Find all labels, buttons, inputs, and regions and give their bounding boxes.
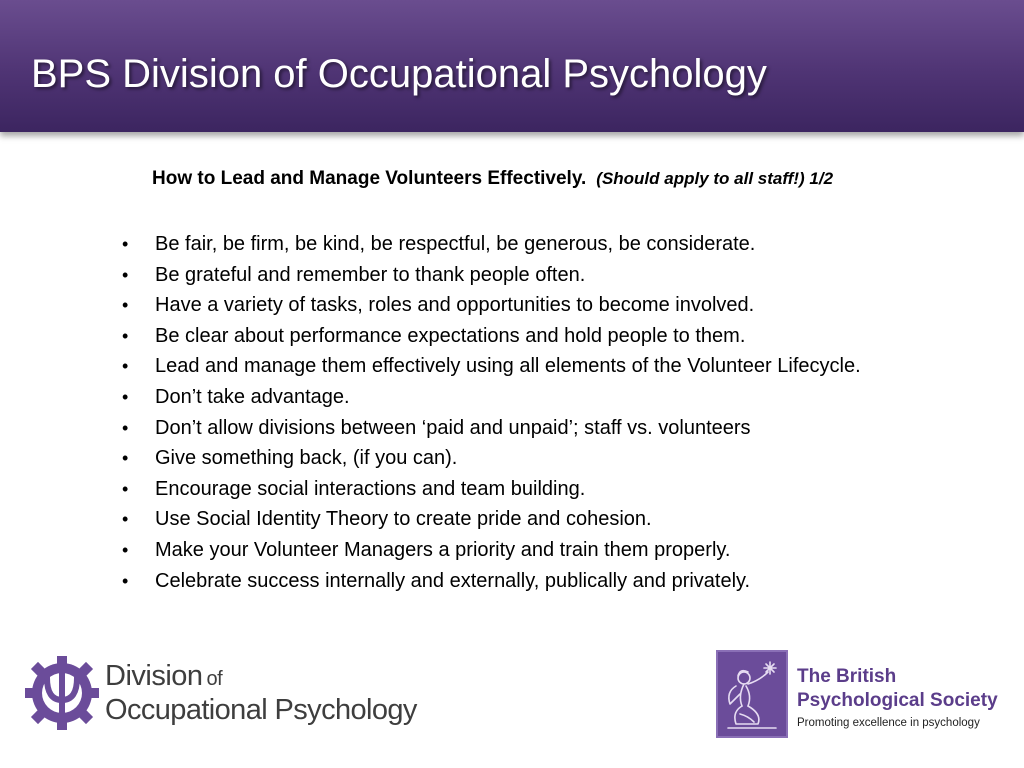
list-item-text: Give something back, (if you can). [155, 447, 458, 470]
list-item [122, 229, 861, 260]
bullet-icon: • [122, 295, 129, 316]
bullet-icon: • [122, 478, 129, 499]
slide-title: BPS Division of Occupational Psychology [31, 52, 767, 96]
subtitle-main: How to Lead and Manage Volunteers Effectively. [152, 168, 587, 189]
list-item [122, 382, 861, 413]
bps-mark [716, 650, 788, 738]
psi-gear-icon [25, 656, 99, 730]
list-item-text: Don’t take advantage. [155, 385, 350, 408]
dop-name-line2: Occupational Psychology [105, 694, 417, 726]
bullet-icon: • [122, 234, 129, 254]
list-item [122, 351, 861, 382]
psyche-figure-icon [718, 652, 786, 736]
list-item [122, 474, 861, 505]
bullet-icon: • [122, 417, 129, 438]
list-item [122, 413, 861, 444]
list-item-text: Encourage social interactions and team building. [155, 477, 586, 500]
bullet-icon: • [122, 448, 129, 469]
dop-name-line1 [105, 660, 222, 693]
list-item [122, 443, 861, 474]
subtitle-note: (Should apply to all staff!) 1/2 [596, 169, 834, 188]
list-item-text: Use Social Identity Theory to create pride and cohesion. [155, 508, 652, 531]
list-item-text: Make your Volunteer Managers a priority and train them properly. [155, 538, 731, 561]
list-item [122, 566, 861, 597]
bps-name-line1: The British [797, 666, 897, 687]
bullet-icon: • [122, 539, 129, 560]
bullet-icon: • [122, 509, 129, 530]
list-item-text: Be grateful and remember to thank people often. [155, 263, 586, 286]
dop-division-text: Division [105, 660, 203, 692]
dop-logo [25, 656, 415, 736]
list-item [122, 290, 861, 321]
list-item [122, 321, 861, 352]
list-item-text: Be fair, be firm, be kind, be respectful, be generous, be considerate. [155, 233, 756, 255]
list-item-text: Lead and manage them effectively using all elements of the Volunteer Lifecycle. [155, 355, 861, 378]
bullet-icon: • [122, 570, 129, 591]
list-item [122, 504, 861, 535]
list-item-text: Have a variety of tasks, roles and opportunities to become involved. [155, 294, 755, 317]
bullet-icon: • [122, 325, 129, 346]
bps-logo [716, 650, 1006, 740]
bullet-icon: • [122, 356, 129, 377]
list-item [122, 535, 861, 566]
bullet-icon: • [122, 386, 129, 407]
bps-tagline: Promoting excellence in psychology [797, 717, 980, 729]
list-item-text: Be clear about performance expectations and hold people to them. [155, 324, 746, 347]
dop-of-text: of [206, 668, 223, 690]
bps-name-line2: Psychological Society [797, 690, 998, 711]
list-item-text: Don’t allow divisions between ‘paid and unpaid’; staff vs. volunteers [155, 416, 751, 439]
list-item [122, 260, 861, 291]
list-item-text: Celebrate success internally and externally, publically and privately. [155, 569, 751, 592]
bullet-icon: • [122, 264, 129, 285]
slide-subtitle [152, 168, 833, 190]
bullet-list [122, 229, 861, 596]
